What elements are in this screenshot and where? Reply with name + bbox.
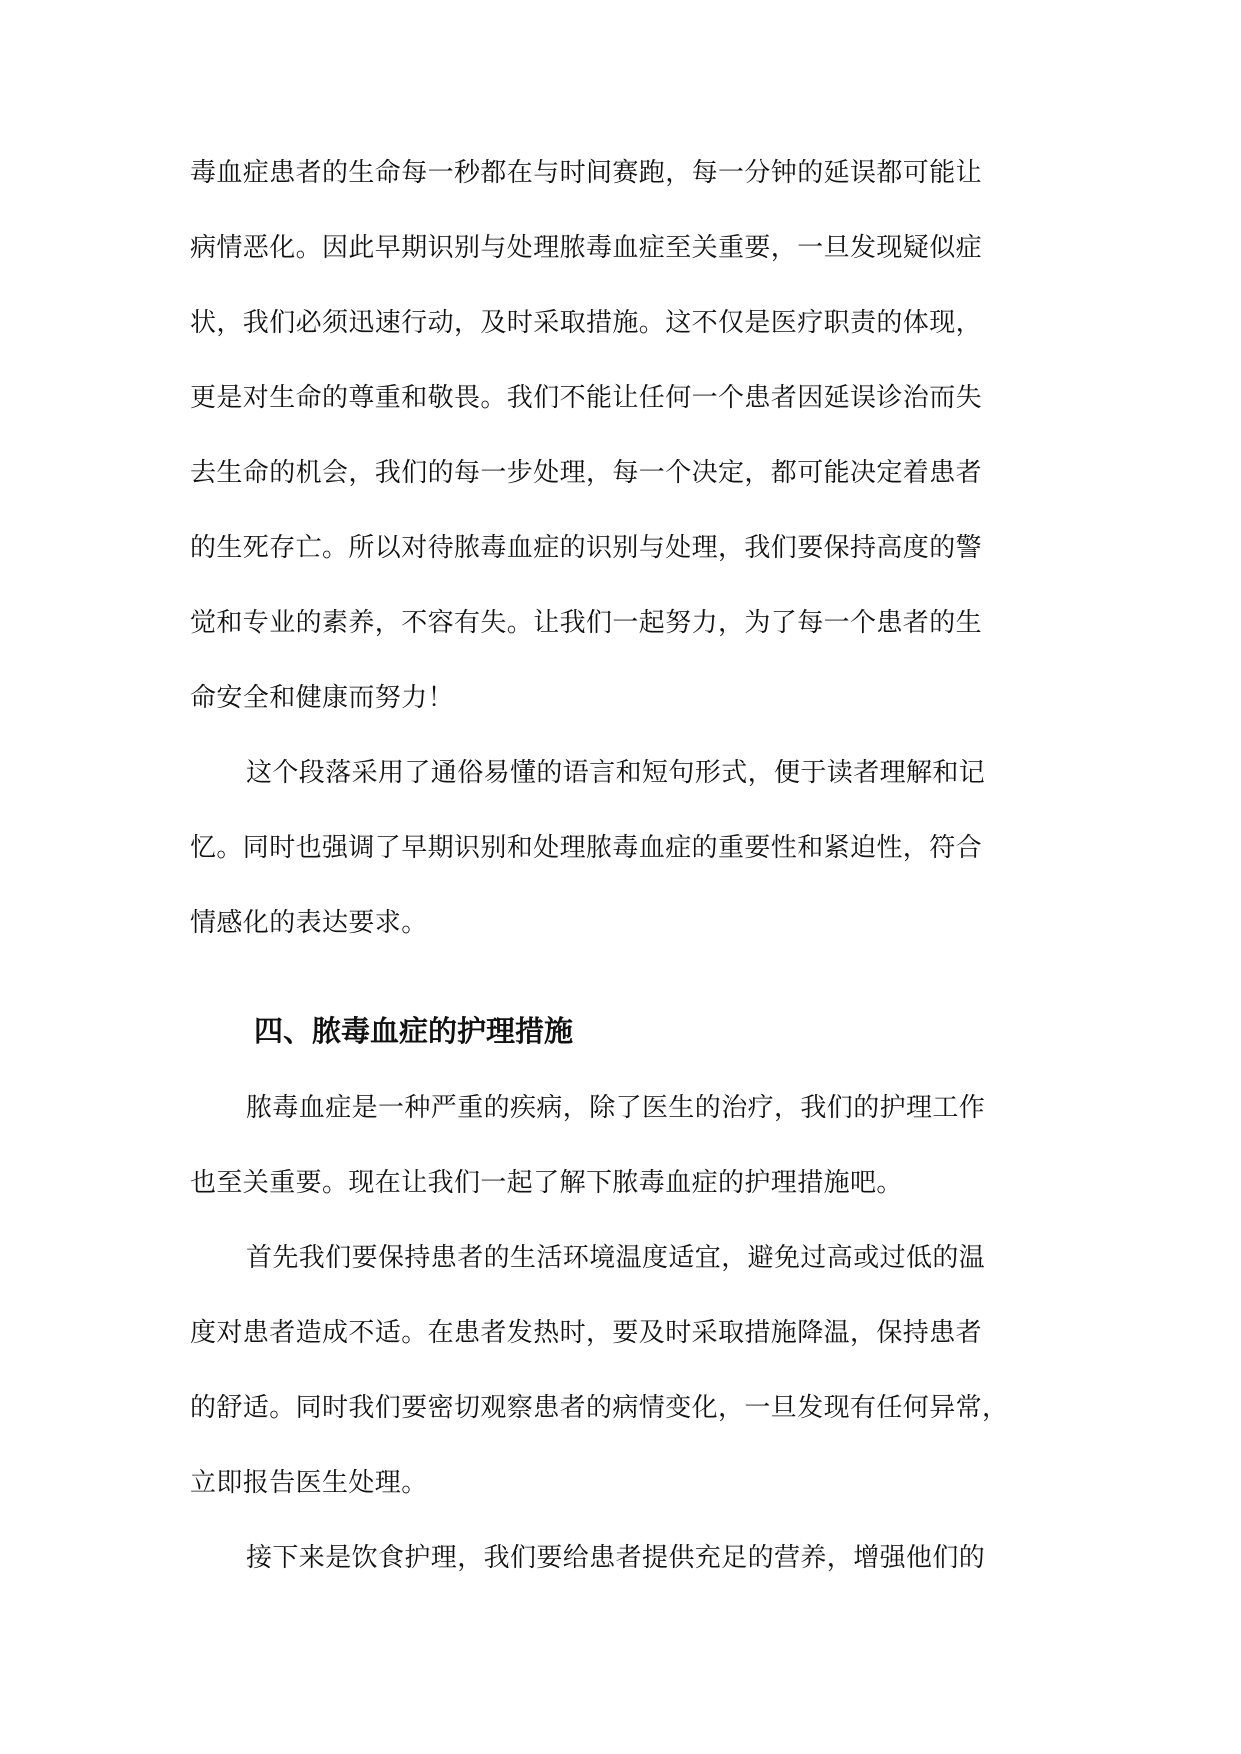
paragraph-3-line-2: 也至关重要。现在让我们一起了解下脓毒血症的护理措施吧。 xyxy=(190,1168,903,1198)
paragraph-1-line-2: 病情恶化。因此早期识别与处理脓毒血症至关重要，一旦发现疑似症 xyxy=(190,233,983,263)
paragraph-2-line-2: 忆。同时也强调了早期识别和处理脓毒血症的重要性和紧迫性，符合 xyxy=(190,833,983,863)
section-heading: 四、脓毒血症的护理措施 xyxy=(254,1014,574,1048)
paragraph-2-line-1: 这个段落采用了通俗易懂的语言和短句形式，便于读者理解和记 xyxy=(246,758,986,788)
paragraph-3-line-1: 脓毒血症是一种严重的疾病，除了医生的治疗，我们的护理工作 xyxy=(246,1093,986,1123)
paragraph-4-line-3: 的舒适。同时我们要密切观察患者的病情变化，一旦发现有任何异常， xyxy=(190,1393,1009,1423)
paragraph-2-line-3: 情感化的表达要求。 xyxy=(190,908,428,938)
paragraph-5-line-1: 接下来是饮食护理，我们要给患者提供充足的营养，增强他们的 xyxy=(246,1543,986,1573)
paragraph-1-line-1: 毒血症患者的生命每一秒都在与时间赛跑，每一分钟的延误都可能让 xyxy=(190,158,983,188)
paragraph-1-line-6: 的生死存亡。所以对待脓毒血症的识别与处理，我们要保持高度的警 xyxy=(190,533,983,563)
paragraph-1-line-5: 去生命的机会，我们的每一步处理，每一个决定，都可能决定着患者 xyxy=(190,458,983,488)
paragraph-1-line-4: 更是对生命的尊重和敬畏。我们不能让任何一个患者因延误诊治而失 xyxy=(190,383,983,413)
paragraph-1-line-7: 觉和专业的素养，不容有失。让我们一起努力，为了每一个患者的生 xyxy=(190,608,983,638)
paragraph-4-line-4: 立即报告医生处理。 xyxy=(190,1468,428,1498)
paragraph-4-line-2: 度对患者造成不适。在患者发热时，要及时采取措施降温，保持患者 xyxy=(190,1318,983,1348)
paragraph-1-line-3: 状，我们必须迅速行动，及时采取措施。这不仅是医疗职责的体现， xyxy=(190,308,983,338)
paragraph-4-line-1: 首先我们要保持患者的生活环境温度适宜，避免过高或过低的温 xyxy=(246,1243,986,1273)
paragraph-1-line-8: 命安全和健康而努力！ xyxy=(190,683,455,713)
